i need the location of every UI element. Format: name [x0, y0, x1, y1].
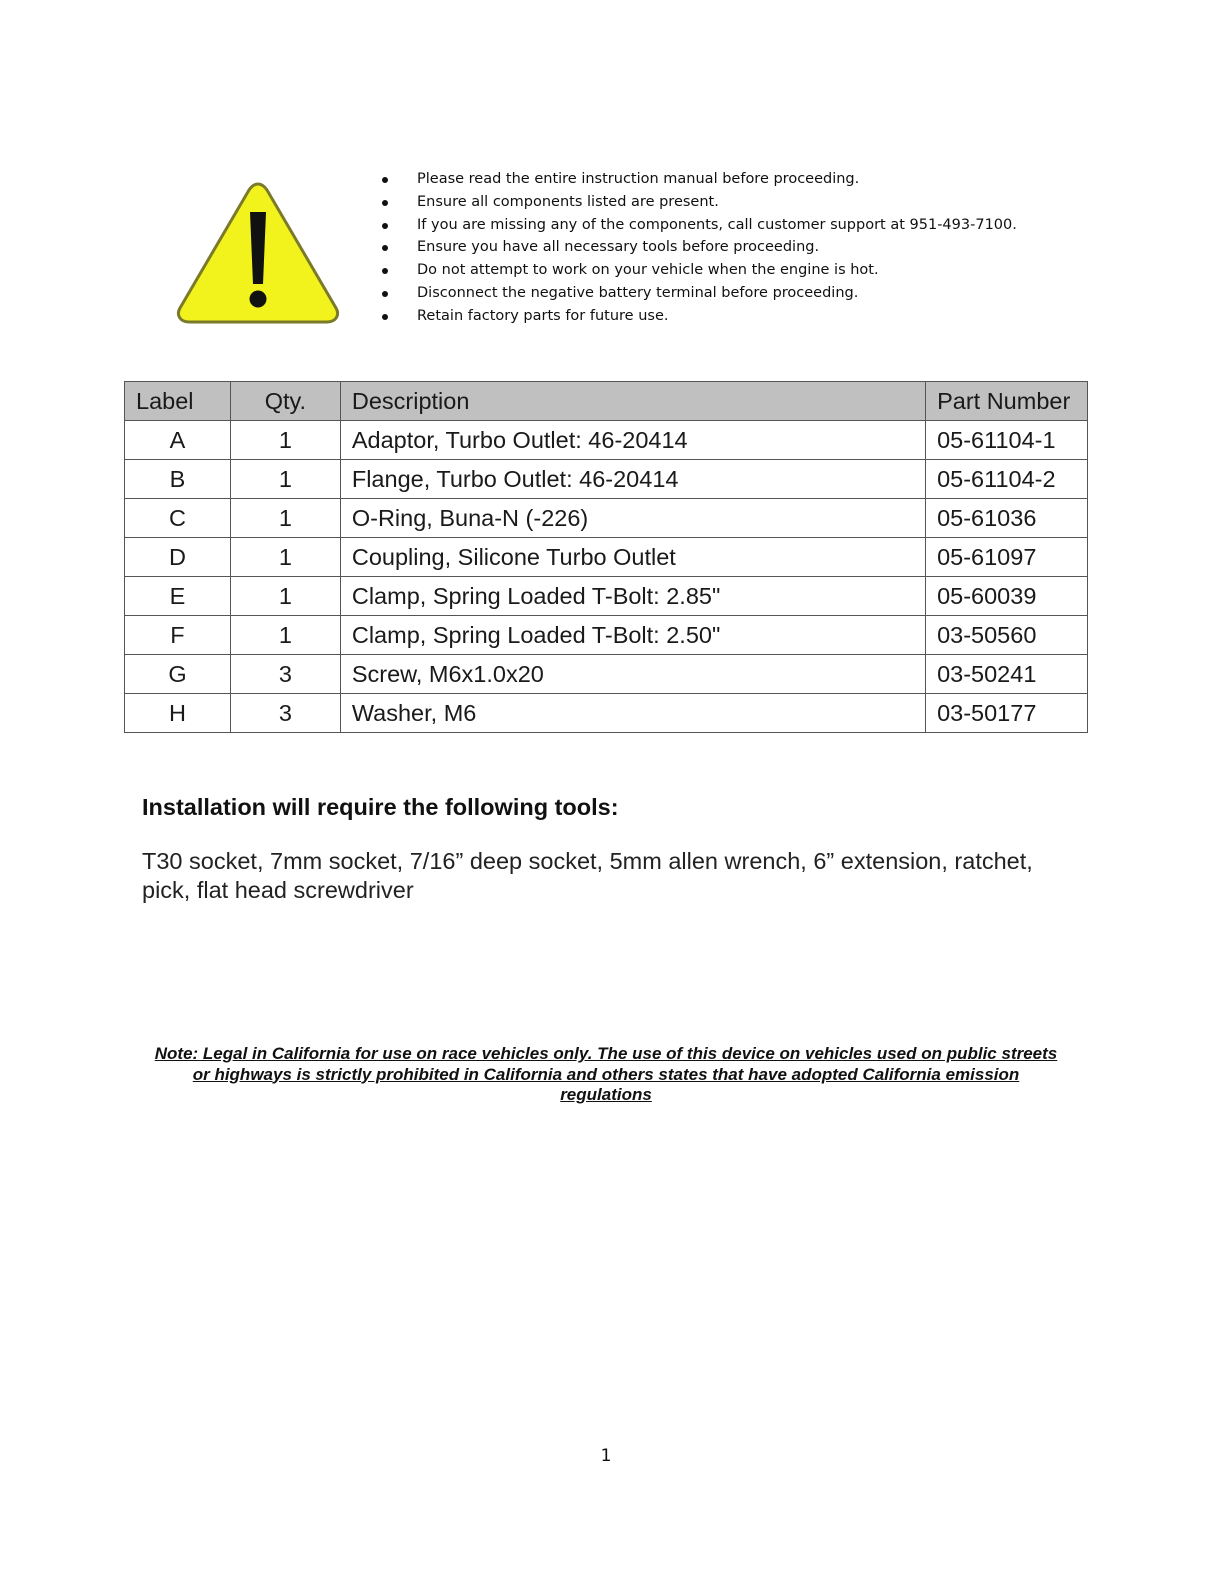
cell-label: E	[125, 577, 231, 616]
cell-description: Washer, M6	[340, 694, 925, 733]
cell-label: H	[125, 694, 231, 733]
legal-note: Note: Legal in California for use on race vehicles only. The use of this device on vehicles used on public streets or highways is strictly prohibited in California and others states that have adopted California emission regulations	[154, 1044, 1058, 1104]
cell-label: A	[125, 421, 231, 460]
bullet-item: Please read the entire instruction manual before proceeding.	[380, 168, 1017, 191]
cell-part-number: 05-61104-2	[926, 460, 1088, 499]
table-row	[125, 460, 1088, 499]
cell-part-number: 03-50177	[926, 694, 1088, 733]
cell-label: D	[125, 538, 231, 577]
cell-label: B	[125, 460, 231, 499]
table-row	[125, 655, 1088, 694]
cell-label: G	[125, 655, 231, 694]
cell-qty: 1	[230, 616, 340, 655]
table-row	[125, 421, 1088, 460]
table-row	[125, 616, 1088, 655]
cell-qty: 1	[230, 538, 340, 577]
bullet-item: If you are missing any of the components, call customer support at 951-493-7100.	[380, 214, 1017, 237]
cell-part-number: 05-60039	[926, 577, 1088, 616]
bullet-item: Disconnect the negative battery terminal before proceeding.	[380, 282, 1017, 305]
cell-part-number: 05-61097	[926, 538, 1088, 577]
tools-heading: Installation will require the following tools:	[142, 794, 619, 820]
cell-description: Adaptor, Turbo Outlet: 46-20414	[340, 421, 925, 460]
safety-bullet-list	[380, 168, 1017, 328]
warning-triangle-icon	[174, 178, 342, 326]
cell-qty: 1	[230, 499, 340, 538]
bullet-item: Do not attempt to work on your vehicle when the engine is hot.	[380, 259, 1017, 282]
exclamation-dot	[250, 291, 267, 308]
table-row	[125, 499, 1088, 538]
bullet-item: Ensure you have all necessary tools before proceeding.	[380, 236, 1017, 259]
cell-description: Clamp, Spring Loaded T-Bolt: 2.85"	[340, 577, 925, 616]
header-label: Label	[125, 382, 231, 421]
page-number: 1	[600, 1446, 612, 1466]
header-part-number: Part Number	[926, 382, 1088, 421]
table-row	[125, 538, 1088, 577]
cell-part-number: 03-50241	[926, 655, 1088, 694]
cell-description: Screw, M6x1.0x20	[340, 655, 925, 694]
cell-qty: 1	[230, 460, 340, 499]
bullet-item: Ensure all components listed are present.	[380, 191, 1017, 214]
cell-qty: 3	[230, 655, 340, 694]
table-row	[125, 694, 1088, 733]
header-description: Description	[340, 382, 925, 421]
tools-list-text: T30 socket, 7mm socket, 7/16” deep socket, 5mm allen wrench, 6” extension, ratchet, pick, flat head screwdriver	[142, 848, 1033, 903]
cell-part-number: 05-61036	[926, 499, 1088, 538]
table-row	[125, 577, 1088, 616]
cell-description: Flange, Turbo Outlet: 46-20414	[340, 460, 925, 499]
parts-table	[124, 381, 1088, 733]
bullet-item: Retain factory parts for future use.	[380, 305, 1017, 328]
cell-qty: 3	[230, 694, 340, 733]
cell-qty: 1	[230, 577, 340, 616]
header-qty: Qty.	[230, 382, 340, 421]
cell-qty: 1	[230, 421, 340, 460]
cell-description: Coupling, Silicone Turbo Outlet	[340, 538, 925, 577]
cell-description: O-Ring, Buna-N (-226)	[340, 499, 925, 538]
table-header-row	[125, 382, 1088, 421]
cell-label: C	[125, 499, 231, 538]
cell-description: Clamp, Spring Loaded T-Bolt: 2.50"	[340, 616, 925, 655]
cell-part-number: 05-61104-1	[926, 421, 1088, 460]
cell-part-number: 03-50560	[926, 616, 1088, 655]
cell-label: F	[125, 616, 231, 655]
